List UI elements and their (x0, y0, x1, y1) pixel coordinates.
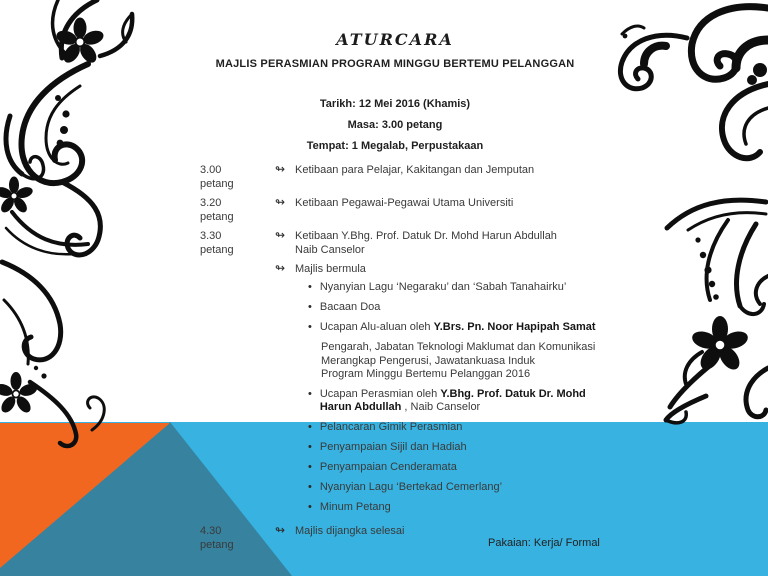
bullet-text-segment: Ucapan Perasmian oleh (319, 387, 441, 400)
bullet-icon: • (308, 321, 312, 333)
bullet-text (320, 481, 502, 494)
agenda-row (200, 196, 600, 224)
paragraph-line: Pengarah, Jabatan Teknologi Maklumat dan Komunikasi (321, 341, 596, 353)
flower-icon (0, 372, 39, 415)
agenda-text-line: Majlis bermula (295, 263, 366, 275)
agenda-bullet-item (200, 301, 600, 314)
bullet-text-bold: Y.Brs. Pn. Noor Hapipah Samat (433, 321, 596, 333)
bullet-text (320, 441, 467, 454)
bullet-text (320, 301, 381, 314)
paragraph-line: Merangkap Pengerusi, Jawatankuasa Induk (321, 354, 536, 367)
flower-icon (0, 177, 34, 215)
bullet-text-segment: , Naib Canselor (404, 400, 481, 413)
bullet-text (320, 501, 391, 514)
agenda-bullet-item (200, 441, 600, 454)
swash-arrow-icon: ↬ (275, 522, 286, 537)
agenda-text-line: Ketibaan Pegawai-Pegawai Utama Universiti (295, 197, 514, 209)
bullet-icon: • (308, 460, 312, 473)
bullet-text-segment: Minum Petang (319, 500, 391, 513)
bullet-icon: • (308, 387, 312, 400)
agenda-time (200, 262, 257, 276)
bullet-text-segment: Penyampaian Sijil dan Hadiah (319, 440, 467, 453)
agenda-row (200, 163, 600, 191)
agenda-bullet-item (200, 281, 600, 294)
agenda-text (295, 163, 600, 191)
bullet-icon: • (308, 500, 312, 513)
bullet-text-segment: Nyanyian Lagu ‘Negaraku’ dan ‘Sabah Tanahairku’ (319, 281, 567, 293)
bullet-icon: • (308, 281, 312, 293)
swash-arrow-icon: ↬ (275, 261, 286, 275)
bullet-text-segment: Bacaan Doa (319, 301, 381, 313)
bullet-text (320, 388, 600, 414)
agenda-row (200, 262, 600, 276)
bullet-text-bold: Y.Bhg. Prof. Datuk Dr. Mohd Harun Abdullah (319, 387, 586, 413)
event-time: Masa: 3.00 petang (347, 119, 443, 131)
dress-code: Pakaian: Kerja/ Formal (488, 537, 600, 549)
agenda-text-line: Ketibaan Y.Bhg. Prof. Datuk Dr. Mohd Harun Abdullah (295, 230, 557, 242)
agenda-row (200, 229, 600, 257)
bullet-icon: • (308, 440, 312, 453)
bullet-text-segment: Ucapan Alu-aluan oleh (319, 321, 434, 333)
agenda-text-line: Naib Canselor (295, 244, 365, 256)
bullet-icon: • (308, 480, 312, 493)
agenda-list (200, 163, 600, 557)
agenda-bullet-item (200, 388, 600, 414)
swash-arrow-icon: ↬ (275, 195, 286, 209)
agenda-bullet-item (200, 501, 600, 514)
bullet-text (320, 281, 566, 294)
slide-header (95, 30, 695, 157)
agenda-bullet-item (200, 321, 600, 334)
bullet-text-segment: Penyampaian Cenderamata (319, 460, 457, 473)
agenda-text-line: Majlis dijangka selesai (295, 524, 405, 537)
swash-arrow-icon: ↬ (275, 228, 286, 242)
agenda-bullet-item (200, 481, 600, 494)
swash-arrow-icon: ↬ (275, 162, 286, 176)
agenda-time: 3.20 petang (200, 197, 234, 223)
bullet-icon: • (308, 301, 312, 313)
agenda-text (295, 229, 600, 257)
agenda-text-line: Ketibaan para Pelajar, Kakitangan dan Jemputan (295, 164, 535, 176)
bullet-icon: • (308, 420, 312, 433)
agenda-text (295, 262, 600, 276)
bullet-text-segment: Nyanyian Lagu ‘Bertekad Cemerlang’ (319, 480, 503, 493)
flower-icon (690, 316, 750, 373)
agenda-paragraph (200, 341, 600, 382)
bullet-text (320, 461, 457, 474)
event-date: Tarikh: 12 Mei 2016 (Khamis) (319, 98, 471, 110)
agenda-time: 4.30 petang (200, 524, 234, 551)
agenda-text (295, 196, 600, 224)
bullet-text (320, 421, 462, 434)
bullet-text (320, 321, 596, 334)
agenda-bullet-item (200, 421, 600, 434)
slide-title: ATURCARA (336, 30, 454, 49)
slide-subtitle: MAJLIS PERASMIAN PROGRAM MINGGU BERTEMU PELANGGAN (215, 58, 575, 70)
paragraph-line: Program Minggu Bertemu Pelanggan 2016 (321, 368, 531, 380)
agenda-bullet-item (200, 461, 600, 474)
event-venue: Tempat: 1 Megalab, Perpustakaan (306, 140, 484, 152)
agenda-time: 3.30 petang (200, 230, 234, 256)
bullet-text-segment: Pelancaran Gimik Perasmian (319, 420, 463, 433)
agenda-time: 3.00 petang (200, 164, 234, 190)
